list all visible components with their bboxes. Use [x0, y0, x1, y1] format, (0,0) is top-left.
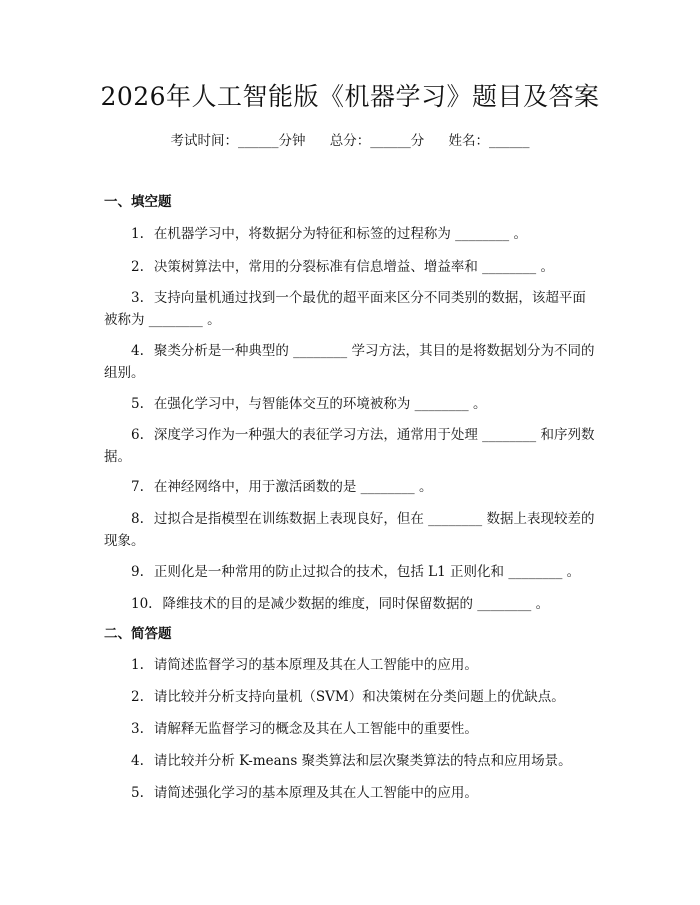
question-item: 7. 在神经网络中，用于激活函数的是 ________ 。	[131, 479, 433, 495]
question-item: 4. 请比较并分析 K-means 聚类算法和层次聚类算法的特点和应用场景。	[131, 753, 572, 769]
question-item: 5. 在强化学习中，与智能体交互的环境被称为 ________ 。	[131, 396, 487, 412]
student-name: 姓名：______	[448, 133, 530, 149]
question-item: 1. 在机器学习中，将数据分为特征和标签的过程称为 ________ 。	[131, 226, 527, 242]
question-item: 1. 请简述监督学习的基本原理及其在人工智能中的应用。	[131, 657, 478, 673]
question-item: 4. 聚类分析是一种典型的 ________ 学习方法，其目的是将数据划分为不同的组别。	[104, 343, 595, 381]
question-item: 9. 正则化是一种常用的防止过拟合的技术，包括 L1 正则化和 ________ 。	[131, 564, 581, 580]
section-heading-short-answer: 二、简答题	[104, 626, 172, 642]
question-item: 2. 请比较并分析支持向量机（SVM）和决策树在分类问题上的优缺点。	[131, 689, 565, 705]
section-heading-fill-blank: 一、填空题	[104, 194, 172, 210]
question-item: 3. 支持向量机通过找到一个最优的超平面来区分不同类别的数据，该超平面被称为 ________ 。	[104, 290, 586, 328]
question-item: 2. 决策树算法中，常用的分裂标准有信息增益、增益率和 ________ 。	[131, 259, 554, 275]
exam-time: 考试时间：______分钟	[170, 133, 306, 149]
question-item: 3. 请解释无监督学习的概念及其在人工智能中的重要性。	[131, 721, 478, 737]
question-item: 10. 降维技术的目的是减少数据的维度，同时保留数据的 ________ 。	[131, 596, 550, 612]
page-title: 2026年人工智能版《机器学习》题目及答案	[100, 82, 600, 111]
exam-score: 总分：______分	[329, 133, 425, 149]
exam-meta	[0, 131, 700, 151]
question-item: 5. 请简述强化学习的基本原理及其在人工智能中的应用。	[131, 785, 478, 801]
question-item: 8. 过拟合是指模型在训练数据上表现良好，但在 ________ 数据上表现较差的现象。	[104, 511, 595, 549]
question-item: 6. 深度学习作为一种强大的表征学习方法，通常用于处理 ________ 和序列数据。	[104, 427, 595, 465]
